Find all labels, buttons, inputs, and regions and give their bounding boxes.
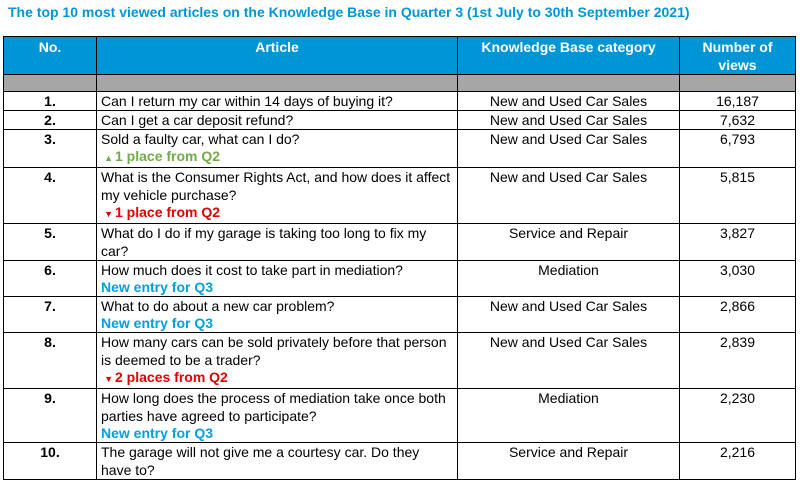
row-number: 10. <box>4 443 97 480</box>
article-title: What to do about a new car problem? <box>101 298 335 314</box>
article-title: How long does the process of mediation take once both parties have agreed to participate? <box>101 390 446 424</box>
header-views: Number of views <box>680 37 796 75</box>
category-cell: New and Used Car Sales <box>458 297 680 333</box>
article-title: Can I return my car within 14 days of buying it? <box>101 93 393 109</box>
table-row <box>4 333 796 389</box>
article-cell <box>97 168 458 224</box>
article-cell <box>97 111 458 130</box>
header-row <box>4 37 796 75</box>
rank-change <box>101 279 453 296</box>
rank-change-text: 2 places from Q2 <box>115 369 228 385</box>
views-cell: 7,632 <box>680 111 796 130</box>
spacer-row <box>4 75 796 92</box>
rank-change <box>101 425 453 442</box>
table-row <box>4 261 796 297</box>
category-cell: New and Used Car Sales <box>458 92 680 111</box>
table-row <box>4 297 796 333</box>
triangle-down-icon: ▼ <box>104 374 113 384</box>
views-cell: 3,827 <box>680 224 796 261</box>
row-number: 1. <box>4 92 97 111</box>
category-cell: New and Used Car Sales <box>458 111 680 130</box>
table-row <box>4 168 796 224</box>
rank-change <box>101 369 453 388</box>
article-cell <box>97 297 458 333</box>
views-cell: 2,216 <box>680 443 796 480</box>
row-number: 3. <box>4 130 97 168</box>
article-title: Can I get a car deposit refund? <box>101 112 294 128</box>
views-cell: 2,839 <box>680 333 796 389</box>
article-cell <box>97 261 458 297</box>
triangle-up-icon: ▲ <box>104 153 113 163</box>
articles-table <box>3 36 796 480</box>
article-cell <box>97 130 458 168</box>
header-category: Knowledge Base category <box>458 37 680 75</box>
triangle-down-icon: ▼ <box>104 209 113 219</box>
rank-change-text: 1 place from Q2 <box>115 148 221 164</box>
page-title: The top 10 most viewed articles on the Knowledge Base in Quarter 3 (1st July to 30th September 2021) <box>8 4 690 20</box>
article-title: What is the Consumer Rights Act, and how does it affect my vehicle purchase? <box>101 169 451 203</box>
category-cell: New and Used Car Sales <box>458 333 680 389</box>
views-cell: 16,187 <box>680 92 796 111</box>
category-cell: Mediation <box>458 389 680 443</box>
table-row <box>4 443 796 480</box>
rank-change-text: New entry for Q3 <box>101 315 214 331</box>
row-number: 2. <box>4 111 97 130</box>
category-cell: New and Used Car Sales <box>458 130 680 168</box>
article-cell <box>97 443 458 480</box>
category-cell: Service and Repair <box>458 443 680 480</box>
header-article: Article <box>97 37 458 75</box>
article-title: How much does it cost to take part in mediation? <box>101 262 403 278</box>
spacer-cell <box>97 75 458 92</box>
article-title: What do I do if my garage is taking too long to fix my car? <box>101 225 427 259</box>
row-number: 4. <box>4 168 97 224</box>
rank-change <box>101 315 453 332</box>
spacer-cell <box>4 75 97 92</box>
rank-change <box>101 204 453 223</box>
views-cell: 5,815 <box>680 168 796 224</box>
rank-change-text: New entry for Q3 <box>101 425 214 441</box>
row-number: 5. <box>4 224 97 261</box>
category-cell: Mediation <box>458 261 680 297</box>
header-no: No. <box>4 37 97 75</box>
row-number: 6. <box>4 261 97 297</box>
article-cell <box>97 224 458 261</box>
category-cell: New and Used Car Sales <box>458 168 680 224</box>
table-row <box>4 224 796 261</box>
article-cell <box>97 333 458 389</box>
views-cell: 3,030 <box>680 261 796 297</box>
article-title: How many cars can be sold privately before that person is deemed to be a trader? <box>101 334 447 368</box>
table-row <box>4 389 796 443</box>
spacer-cell <box>680 75 796 92</box>
article-title: Sold a faulty car, what can I do? <box>101 131 300 147</box>
spacer-cell <box>458 75 680 92</box>
category-cell: Service and Repair <box>458 224 680 261</box>
rank-change-text: 1 place from Q2 <box>115 204 221 220</box>
article-title: The garage will not give me a courtesy car. Do they have to? <box>101 444 420 478</box>
views-cell: 2,866 <box>680 297 796 333</box>
table-row <box>4 130 796 168</box>
rank-change-text: New entry for Q3 <box>101 279 214 295</box>
rank-change <box>101 148 453 167</box>
article-cell <box>97 92 458 111</box>
row-number: 9. <box>4 389 97 443</box>
views-cell: 6,793 <box>680 130 796 168</box>
row-number: 7. <box>4 297 97 333</box>
row-number: 8. <box>4 333 97 389</box>
table-row <box>4 111 796 130</box>
article-cell <box>97 389 458 443</box>
views-cell: 2,230 <box>680 389 796 443</box>
table-row <box>4 92 796 111</box>
